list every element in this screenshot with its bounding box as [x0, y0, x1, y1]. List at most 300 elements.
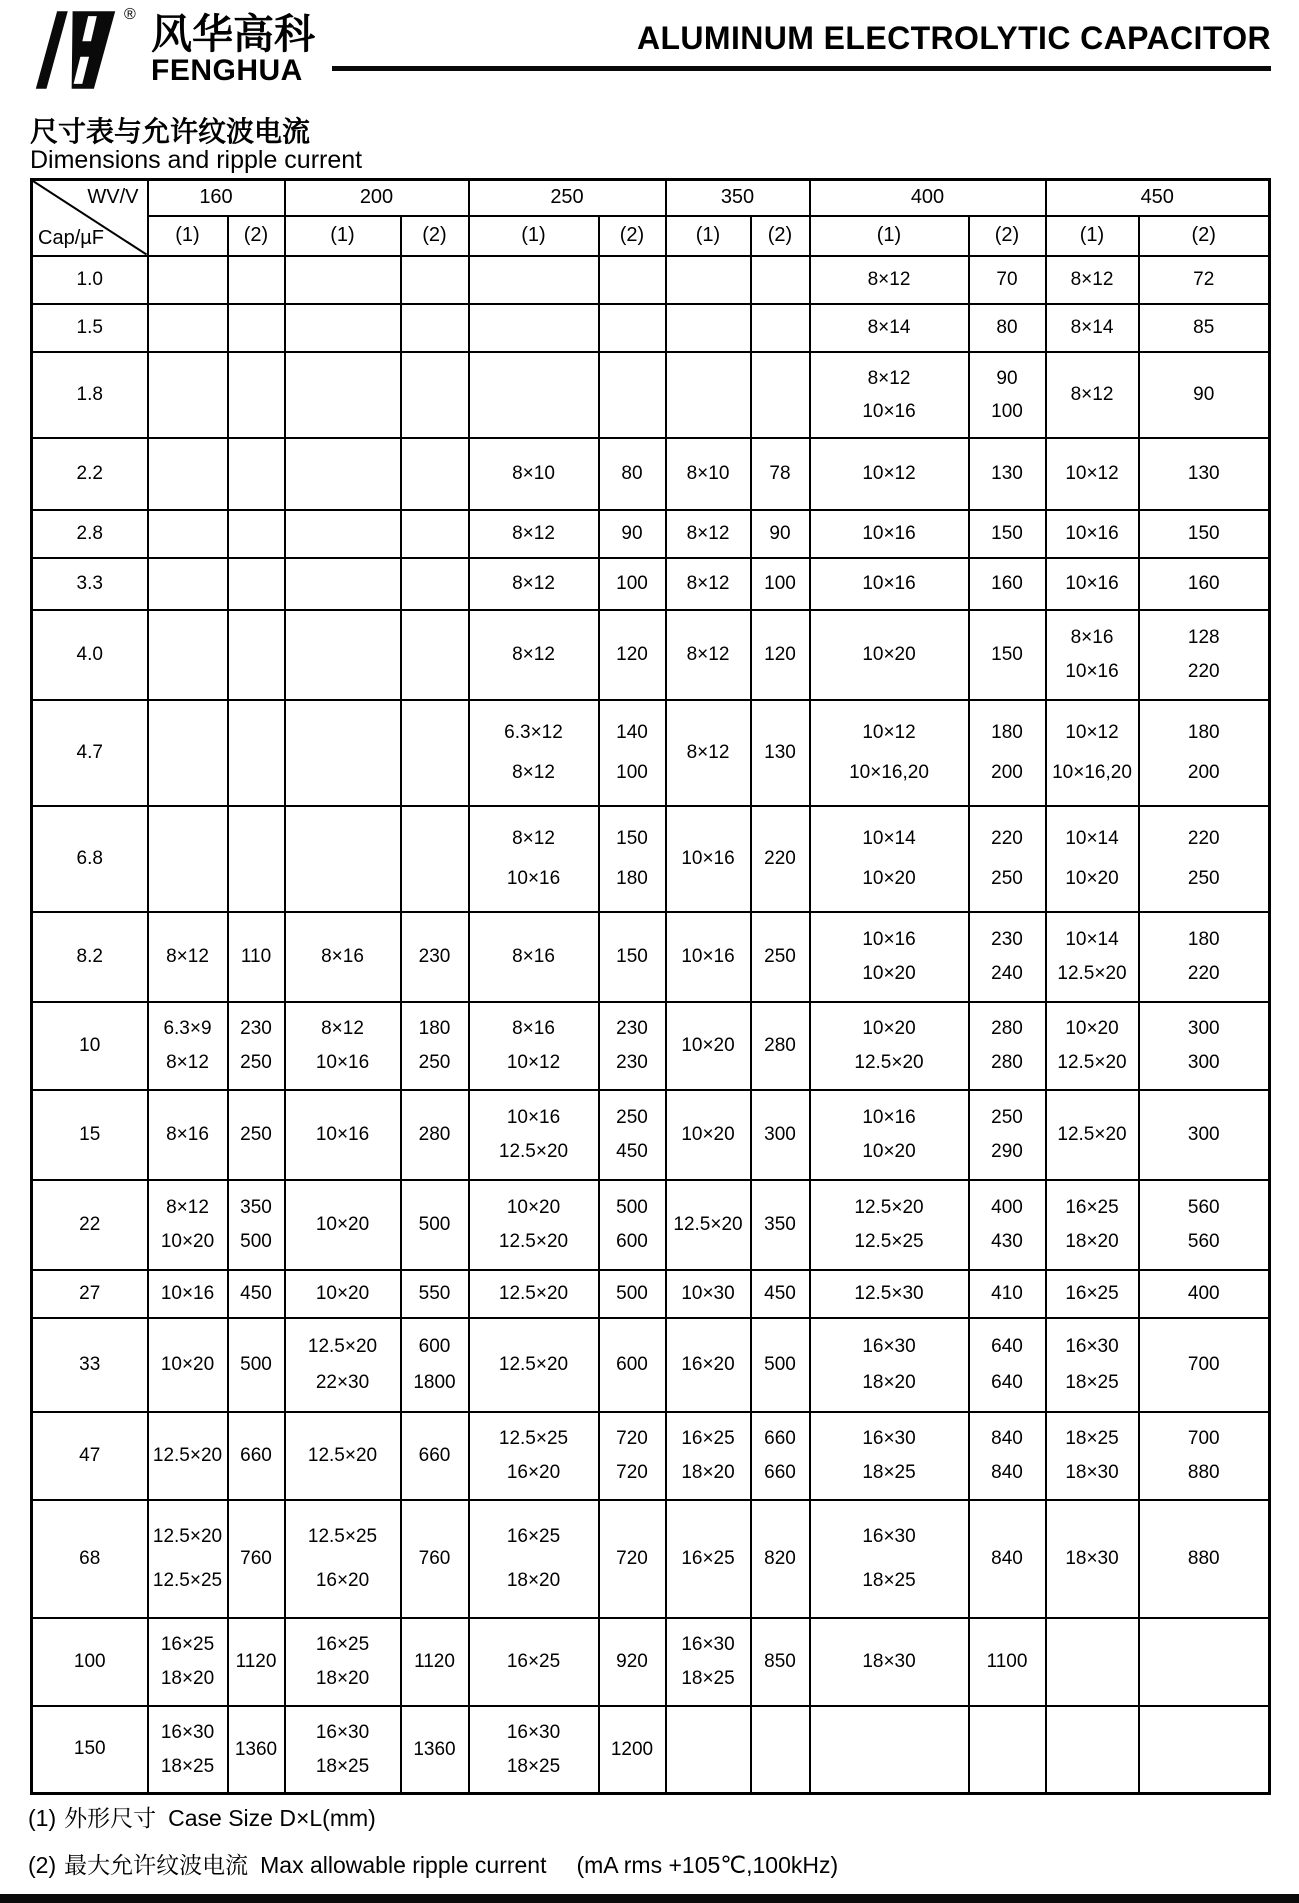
table-cell: 150	[599, 912, 666, 1002]
table-cell: 18×30	[1046, 1500, 1139, 1618]
table-cell	[666, 1706, 751, 1794]
subcolumn-header: (1)	[469, 216, 599, 256]
table-cell: 72	[1139, 256, 1270, 304]
table-cell: 300	[751, 1090, 810, 1180]
table-cell	[285, 304, 401, 352]
table-cell: 10×16	[148, 1270, 228, 1318]
header-rule	[332, 66, 1271, 71]
table-cell	[751, 256, 810, 304]
table-cell: 10×16	[810, 510, 969, 558]
table-cell: 10×16	[1046, 558, 1139, 610]
table-cell: 10×12	[810, 438, 969, 510]
table-cell: 10×16 10×20	[810, 912, 969, 1002]
table-cell: 400 430	[969, 1180, 1046, 1270]
table-cell: 90	[751, 510, 810, 558]
table-row	[32, 1002, 1270, 1090]
table-cell: 90	[599, 510, 666, 558]
table-cell	[401, 438, 469, 510]
table-cell	[285, 256, 401, 304]
subcolumn-header: (1)	[666, 216, 751, 256]
table-cell: 16×25 18×20	[1046, 1180, 1139, 1270]
table-cell	[401, 304, 469, 352]
table-cell: 500	[751, 1318, 810, 1412]
table-cell: 16×25 18×20	[666, 1412, 751, 1500]
table-cell	[401, 256, 469, 304]
table-cell: 8×12 10×16	[285, 1002, 401, 1090]
table-cell: 16×30 18×25	[1046, 1318, 1139, 1412]
table-cell: 16×30 18×25	[148, 1706, 228, 1794]
subcolumn-header: (2)	[969, 216, 1046, 256]
table-cell: 700 880	[1139, 1412, 1270, 1500]
table-cell: 10×16 12.5×20	[469, 1090, 599, 1180]
table-row	[32, 1270, 1270, 1318]
table-cell: 18×25 18×30	[1046, 1412, 1139, 1500]
table-cell	[148, 806, 228, 912]
table-cell	[469, 304, 599, 352]
table-cell	[285, 700, 401, 806]
cap-row-header: 22	[32, 1180, 148, 1270]
table-row	[32, 304, 1270, 352]
table-cell: 230 240	[969, 912, 1046, 1002]
table-cell: 10×16	[285, 1090, 401, 1180]
section-heading-chinese: 尺寸表与允许纹波电流	[30, 116, 311, 147]
cap-row-header: 150	[32, 1706, 148, 1794]
table-cell: 128 220	[1139, 610, 1270, 700]
voltage-group-header: 350	[666, 180, 810, 216]
table-cell: 85	[1139, 304, 1270, 352]
subcolumn-header: (2)	[599, 216, 666, 256]
table-cell: 8×16	[148, 1090, 228, 1180]
table-cell	[1139, 1706, 1270, 1794]
table-cell	[228, 256, 285, 304]
table-cell: 6.3×9 8×12	[148, 1002, 228, 1090]
table-cell: 1360	[228, 1706, 285, 1794]
table-row	[32, 1180, 1270, 1270]
table-cell: 8×12	[666, 700, 751, 806]
cap-row-header: 10	[32, 1002, 148, 1090]
voltage-group-header: 450	[1046, 180, 1270, 216]
table-cell: 150	[969, 510, 1046, 558]
table-cell	[228, 610, 285, 700]
brand-block	[151, 11, 315, 87]
dimensions-table	[30, 178, 1271, 1795]
table-cell	[751, 1706, 810, 1794]
cap-row-header: 6.8	[32, 806, 148, 912]
table-cell	[666, 304, 751, 352]
table-cell: 250	[751, 912, 810, 1002]
table-cell	[469, 256, 599, 304]
table-cell: 230	[401, 912, 469, 1002]
table-cell: 10×20	[285, 1270, 401, 1318]
table-cell	[148, 438, 228, 510]
table-cell: 120	[599, 610, 666, 700]
table-cell: 78	[751, 438, 810, 510]
table-cell: 16×25 18×20	[469, 1500, 599, 1618]
table-cell: 12.5×20	[469, 1318, 599, 1412]
table-cell: 8×10	[469, 438, 599, 510]
table-cell: 16×25	[666, 1500, 751, 1618]
table-cell: 8×12	[1046, 256, 1139, 304]
table-cell	[751, 304, 810, 352]
subcolumn-header: (1)	[148, 216, 228, 256]
cap-row-header: 1.5	[32, 304, 148, 352]
table-cell: 12.5×20 12.5×25	[148, 1500, 228, 1618]
table-cell: 12.5×25 16×20	[285, 1500, 401, 1618]
table-cell	[228, 352, 285, 438]
table-cell	[401, 510, 469, 558]
table-cell	[148, 256, 228, 304]
table-cell: 10×12 10×16,20	[1046, 700, 1139, 806]
subcolumn-header: (1)	[810, 216, 969, 256]
table-cell: 120	[751, 610, 810, 700]
cap-row-header: 68	[32, 1500, 148, 1618]
table-cell	[148, 304, 228, 352]
table-cell	[148, 558, 228, 610]
table-cell: 450	[228, 1270, 285, 1318]
table-cell: 90 100	[969, 352, 1046, 438]
fenghua-logo-icon	[30, 6, 122, 94]
cap-row-header: 8.2	[32, 912, 148, 1002]
table-cell	[148, 352, 228, 438]
table-cell: 500	[401, 1180, 469, 1270]
table-cell: 150 180	[599, 806, 666, 912]
footnote-1	[28, 1800, 838, 1833]
table-cell: 10×14 12.5×20	[1046, 912, 1139, 1002]
table-cell: 8×14	[1046, 304, 1139, 352]
table-cell: 100	[599, 558, 666, 610]
corner-label-voltage: WV/V	[87, 186, 139, 208]
brand-name-english: FENGHUA	[151, 53, 303, 87]
cap-row-header: 27	[32, 1270, 148, 1318]
table-cell: 12.5×20 12.5×25	[810, 1180, 969, 1270]
table-cell: 160	[969, 558, 1046, 610]
footnote-2-label: (2)	[28, 1852, 57, 1878]
table-cell: 150	[1139, 510, 1270, 558]
table-row	[32, 438, 1270, 510]
table-row	[32, 1618, 1270, 1706]
table-cell	[401, 558, 469, 610]
table-row	[32, 1412, 1270, 1500]
table-cell	[1046, 1706, 1139, 1794]
table-cell: 660	[228, 1412, 285, 1500]
table-cell: 12.5×30	[810, 1270, 969, 1318]
table-cell: 280	[751, 1002, 810, 1090]
table-cell: 500	[228, 1318, 285, 1412]
document-title: ALUMINUM ELECTROLYTIC CAPACITOR	[636, 20, 1271, 56]
table-cell: 12.5×25 16×20	[469, 1412, 599, 1500]
table-cell: 500 600	[599, 1180, 666, 1270]
voltage-group-header: 250	[469, 180, 666, 216]
table-cell	[666, 352, 751, 438]
footnote-2-conditions: (mA rms +105℃,100kHz)	[576, 1852, 839, 1878]
subcolumn-header: (2)	[228, 216, 285, 256]
table-row	[32, 1318, 1270, 1412]
table-cell: 140 100	[599, 700, 666, 806]
table-cell: 500	[599, 1270, 666, 1318]
table-row	[32, 912, 1270, 1002]
table-row	[32, 558, 1270, 610]
table-cell: 8×10	[666, 438, 751, 510]
table-row	[32, 510, 1270, 558]
cap-row-header: 4.0	[32, 610, 148, 700]
table-row	[32, 1500, 1270, 1618]
table-cell: 8×12	[469, 510, 599, 558]
footnote-2-chinese: 最大允许纹波电流	[64, 1852, 249, 1878]
table-cell: 12.5×20	[666, 1180, 751, 1270]
table-row	[32, 610, 1270, 700]
table-cell: 16×25 18×20	[285, 1618, 401, 1706]
table-cell	[599, 256, 666, 304]
table-cell: 300 300	[1139, 1002, 1270, 1090]
table-cell: 280 280	[969, 1002, 1046, 1090]
table-cell: 10×20	[810, 610, 969, 700]
table-cell: 6.3×12 8×12	[469, 700, 599, 806]
table-cell: 10×20	[148, 1318, 228, 1412]
table-cell: 250 290	[969, 1090, 1046, 1180]
table-cell: 600 1800	[401, 1318, 469, 1412]
cap-row-header: 2.8	[32, 510, 148, 558]
table-cell	[285, 510, 401, 558]
table-row	[32, 256, 1270, 304]
table-cell: 840	[969, 1500, 1046, 1618]
table-cell: 700	[1139, 1318, 1270, 1412]
table-cell: 600	[599, 1318, 666, 1412]
table-cell: 8×14	[810, 304, 969, 352]
table-row	[32, 1090, 1270, 1180]
table-cell: 180 250	[401, 1002, 469, 1090]
table-cell	[285, 558, 401, 610]
table-cell: 8×16 10×16	[1046, 610, 1139, 700]
table-cell: 180 200	[969, 700, 1046, 806]
table-cell: 10×20 12.5×20	[1046, 1002, 1139, 1090]
table-cell	[285, 610, 401, 700]
table-cell: 720 720	[599, 1412, 666, 1500]
table-cell: 16×30 18×25	[469, 1706, 599, 1794]
table-cell: 10×30	[666, 1270, 751, 1318]
table-cell: 230 230	[599, 1002, 666, 1090]
cap-row-header: 33	[32, 1318, 148, 1412]
voltage-group-header: 160	[148, 180, 285, 216]
brand-name-chinese: 风华高科	[151, 11, 315, 57]
footnote-2	[28, 1847, 838, 1880]
cap-row-header: 47	[32, 1412, 148, 1500]
registered-trademark: ®	[124, 6, 136, 23]
table-cell: 8×12 10×16	[810, 352, 969, 438]
table-cell: 220 250	[1139, 806, 1270, 912]
table-cell: 8×16	[469, 912, 599, 1002]
table-cell: 10×14 10×20	[810, 806, 969, 912]
table-cell: 880	[1139, 1500, 1270, 1618]
table-cell	[1046, 1618, 1139, 1706]
table-cell: 12.5×20 22×30	[285, 1318, 401, 1412]
table-cell: 70	[969, 256, 1046, 304]
table-cell: 110	[228, 912, 285, 1002]
table-cell: 8×12	[810, 256, 969, 304]
table-cell: 10×20	[285, 1180, 401, 1270]
table-cell: 300	[1139, 1090, 1270, 1180]
table-cell: 8×12	[469, 558, 599, 610]
table-cell: 840 840	[969, 1412, 1046, 1500]
table-cell	[401, 352, 469, 438]
table-corner-cell	[32, 180, 148, 256]
table-cell: 180 200	[1139, 700, 1270, 806]
table-cell: 10×20	[666, 1002, 751, 1090]
table-cell	[228, 558, 285, 610]
table-cell	[469, 352, 599, 438]
table-row	[32, 352, 1270, 438]
table-cell: 10×16	[666, 806, 751, 912]
cap-row-header: 1.0	[32, 256, 148, 304]
table-cell	[401, 700, 469, 806]
table-cell: 16×25 18×20	[148, 1618, 228, 1706]
table-cell: 16×25	[469, 1618, 599, 1706]
cap-row-header: 4.7	[32, 700, 148, 806]
table-cell: 16×30 18×25	[285, 1706, 401, 1794]
table-cell: 8×12 10×20	[148, 1180, 228, 1270]
table-cell: 100	[751, 558, 810, 610]
table-cell	[228, 510, 285, 558]
table-cell: 220	[751, 806, 810, 912]
table-cell	[228, 700, 285, 806]
footnote-1-chinese: 外形尺寸	[64, 1805, 157, 1831]
table-cell: 850	[751, 1618, 810, 1706]
table-cell: 12.5×20	[1046, 1090, 1139, 1180]
table-cell	[599, 304, 666, 352]
table-cell: 10×16	[1046, 510, 1139, 558]
table-cell: 16×30 18×20	[810, 1318, 969, 1412]
table-cell: 8×16	[285, 912, 401, 1002]
table-cell: 250	[228, 1090, 285, 1180]
table-cell: 16×20	[666, 1318, 751, 1412]
table-cell: 12.5×20	[285, 1412, 401, 1500]
table-cell: 1120	[401, 1618, 469, 1706]
table-cell: 560 560	[1139, 1180, 1270, 1270]
table-cell: 12.5×20	[469, 1270, 599, 1318]
table-cell: 10×12 10×16,20	[810, 700, 969, 806]
voltage-group-header: 200	[285, 180, 469, 216]
table-cell: 16×25	[1046, 1270, 1139, 1318]
table-cell: 8×12	[148, 912, 228, 1002]
table-cell: 410	[969, 1270, 1046, 1318]
table-cell	[285, 806, 401, 912]
table-cell: 400	[1139, 1270, 1270, 1318]
table-cell: 12.5×20	[148, 1412, 228, 1500]
section-heading-english: Dimensions and ripple current	[30, 146, 363, 174]
table-cell: 18×30	[810, 1618, 969, 1706]
table-cell: 220 250	[969, 806, 1046, 912]
table-cell: 90	[1139, 352, 1270, 438]
corner-label-capacitance: Cap/µF	[38, 226, 104, 249]
table-cell	[285, 438, 401, 510]
table-cell	[1139, 1618, 1270, 1706]
table-cell: 130	[1139, 438, 1270, 510]
cap-row-header: 100	[32, 1618, 148, 1706]
footnote-1-english: Case Size D×L(mm)	[168, 1805, 376, 1831]
table-cell: 450	[751, 1270, 810, 1318]
footer-bar	[0, 1894, 1299, 1903]
subcolumn-header: (2)	[751, 216, 810, 256]
subcolumn-header: (2)	[401, 216, 469, 256]
table-row	[32, 1706, 1270, 1794]
table-cell: 10×14 10×20	[1046, 806, 1139, 912]
table-cell: 8×12	[1046, 352, 1139, 438]
table-cell: 280	[401, 1090, 469, 1180]
table-cell	[401, 806, 469, 912]
table-cell: 8×12	[666, 558, 751, 610]
table-cell: 10×20 12.5×20	[810, 1002, 969, 1090]
table-cell: 8×12	[469, 610, 599, 700]
table-cell: 350	[751, 1180, 810, 1270]
table-row	[32, 806, 1270, 912]
table-cell: 350 500	[228, 1180, 285, 1270]
table-cell	[148, 610, 228, 700]
table-cell	[751, 352, 810, 438]
table-cell: 150	[969, 610, 1046, 700]
cap-row-header: 15	[32, 1090, 148, 1180]
table-cell: 760	[228, 1500, 285, 1618]
table-cell: 1120	[228, 1618, 285, 1706]
table-cell: 160	[1139, 558, 1270, 610]
table-cell: 230 250	[228, 1002, 285, 1090]
table-cell: 10×16	[666, 912, 751, 1002]
table-cell: 1100	[969, 1618, 1046, 1706]
table-cell: 640 640	[969, 1318, 1046, 1412]
footnote-1-label: (1)	[28, 1805, 57, 1831]
table-cell: 8×12 10×16	[469, 806, 599, 912]
table-cell: 550	[401, 1270, 469, 1318]
table-cell: 10×20	[666, 1090, 751, 1180]
table-cell	[148, 700, 228, 806]
table-cell	[228, 438, 285, 510]
table-row	[32, 700, 1270, 806]
table-cell: 130	[751, 700, 810, 806]
table-cell: 8×16 10×12	[469, 1002, 599, 1090]
table-cell: 1200	[599, 1706, 666, 1794]
table-cell: 820	[751, 1500, 810, 1618]
subcolumn-header: (1)	[1046, 216, 1139, 256]
table-cell: 660	[401, 1412, 469, 1500]
table-cell: 8×12	[666, 510, 751, 558]
cap-row-header: 3.3	[32, 558, 148, 610]
table-cell: 660 660	[751, 1412, 810, 1500]
table-cell: 920	[599, 1618, 666, 1706]
table-cell	[285, 352, 401, 438]
table-cell: 10×12	[1046, 438, 1139, 510]
table-cell	[148, 510, 228, 558]
subcolumn-header: (1)	[285, 216, 401, 256]
table-cell	[599, 352, 666, 438]
cap-row-header: 1.8	[32, 352, 148, 438]
table-cell: 80	[969, 304, 1046, 352]
subcolumn-header: (2)	[1139, 216, 1270, 256]
table-cell	[401, 610, 469, 700]
table-cell	[810, 1706, 969, 1794]
table-cell: 16×30 18×25	[810, 1500, 969, 1618]
table-cell: 250 450	[599, 1090, 666, 1180]
table-cell	[969, 1706, 1046, 1794]
table-cell: 1360	[401, 1706, 469, 1794]
table-cell: 16×30 18×25	[666, 1618, 751, 1706]
table-cell: 8×12	[666, 610, 751, 700]
table-cell: 10×20 12.5×20	[469, 1180, 599, 1270]
table-cell: 80	[599, 438, 666, 510]
table-cell	[228, 806, 285, 912]
footnotes	[28, 1800, 838, 1894]
table-cell: 720	[599, 1500, 666, 1618]
table-cell: 130	[969, 438, 1046, 510]
cap-row-header: 2.2	[32, 438, 148, 510]
table-cell: 10×16 10×20	[810, 1090, 969, 1180]
